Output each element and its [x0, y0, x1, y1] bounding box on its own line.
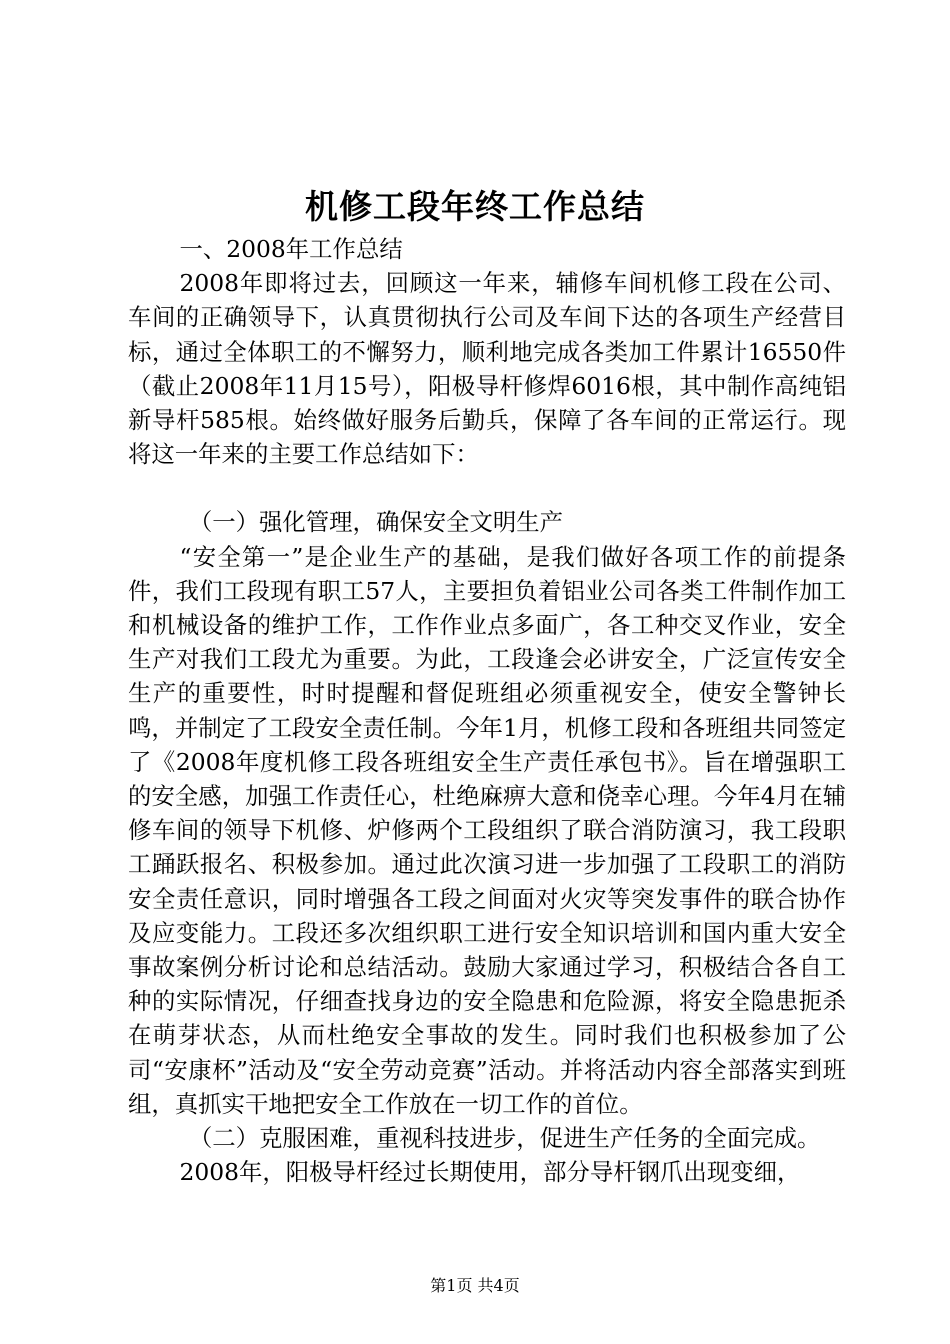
page-footer: 第1页 共4页: [430, 1276, 520, 1295]
section-heading: 一、2008年工作总结: [179, 235, 403, 263]
subsection-1-heading: （一）强化管理，确保安全文明生产: [188, 508, 564, 537]
subsection-2-heading: （二）克服困难，重视科技进步，促进生产任务的全面完成。: [188, 1124, 821, 1153]
subsection-2-paragraph: 2008年，阳极导杆经过长期使用，部分导杆钢爪出现变细，: [179, 1158, 801, 1187]
subsection-1-paragraph: “安全第一”是企业生产的基础，是我们做好各项工作的前提条件，我们工段现有职工57人，主要担负着铝业公司各类工件制作加工和机械设备的维护工作，工作作业点多面广，各工种交叉作业，安全生产对我们工段尤为重要。为此，工段逢会必讲安全，广泛宣传安全生产的重要性，时时提醒和督促班组必须重视安全，使安全警钟长鸣，并制定了工段安全责任制。今年1月，机修工段和各班组共同签定了《2008年度机修工段各班组安全生产责任承包书》。旨在增强职工的安全感，加强工作责任心，杜绝麻痹大意和侥幸心理。今年4月在辅修车间的领导下机修、炉修两个工段组织了联合消防演习，我工段职工踊跃报名、积极参加。通过此次演习进一步加强了工段职工的消防安全责任意识，同时增强各工段之间面对火灾等突发事件的联合协作及应变能力。工段还多次组织职工进行安全知识培训和国内重大安全事故案例分析讨论和总结活动。鼓励大家通过学习，积极结合各自工种的实际情况，仔细查找身边的安全隐患和危险源，将安全隐患扼杀在萌芽状态，从而杜绝安全事故的发生。同时我们也积极参加了公司“安康杯”活动及“安全劳动竞赛”活动。并将活动内容全部落实到班组，真抓实干地把安全工作放在一切工作的首位。: [128, 542, 846, 1118]
document-body: [128, 232, 846, 1189]
intro-paragraph: 2008年即将过去，回顾这一年来，辅修车间机修工段在公司、车间的正确领导下，认真贯彻执行公司及车间下达的各项生产经营目标，通过全体职工的不懈努力，顺利地完成各类加工件累计16550件（截止2008年11月15号），阳极导杆修焊6016根，其中制作高纯铝新导杆585根。始终做好服务后勤兵，保障了各车间的正常运行。现将这一年来的主要工作总结如下：: [128, 269, 846, 469]
document-title: 机修工段年终工作总结: [305, 187, 645, 226]
paragraph-gap: [128, 471, 846, 505]
